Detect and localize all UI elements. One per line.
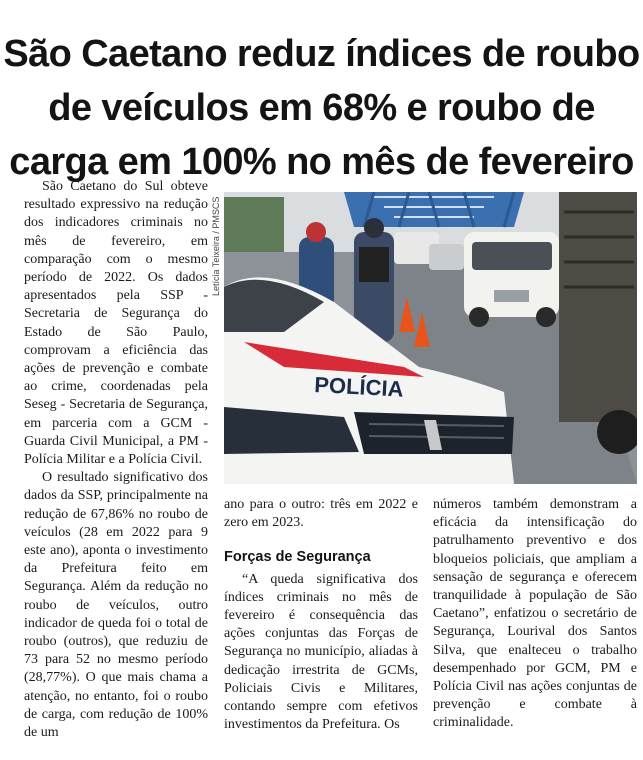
police-checkpoint-illustration — [224, 192, 637, 484]
headline-line-3: carga em 100% no mês de fevereiro — [9, 141, 634, 184]
article-paragraph-3-continued: números também demonstram a eficácia da intensificação do patrulhamento preventivo e dos bloqueios policiais, que ampliam a sensação de segurança e oferecem tranquilidade à população de São Caetano”, enfatizou o secretário de Segurança, Lourival dos Santos Silva, que enalteceu o trabalho desempenhado por GCM, PM e Polícia Civil nas ações conjuntas de prevenção e combate à criminalidade. — [433, 497, 637, 731]
article-column-3 — [433, 496, 637, 733]
headline — [0, 27, 643, 189]
news-photo — [224, 192, 637, 484]
headline-line-1: São Caetano reduz índices de roubo — [3, 33, 640, 76]
photo-credit: Letícia Teixeira / PMSCS — [211, 196, 221, 296]
section-subheading: Forças de Segurança — [224, 549, 371, 566]
article-column-2 — [224, 496, 418, 734]
article-paragraph-2: O resultado significativo dos dados da SSP, principalmente na redução de 67,86% no roubo de veículos (28 em 2022 para 9 este ano), aponta o investimento da Prefeitura feito em Segurança. Além da redução no roubo de veículos, outro indicador de queda foi o total de roubo (outros), que reduziu de 73 para 52 no mesmo período (28,77%). O que mais chama a atenção, no entanto, foi o roubo de carga, com redução de 100% de um — [24, 470, 208, 741]
article-paragraph-3: “A queda significativa dos índices criminais no mês de fevereiro é consequência das ações conjuntas das Forças de Segurança no município, aliadas à dedicação irrestrita de GCMs, Policiais Civis e Militares, contando sempre com efetivos investimentos da Prefeitura. Os — [224, 571, 418, 733]
article-column-1 — [24, 178, 208, 742]
police-car-lettering: POLÍCIA — [313, 372, 405, 402]
headline-line-2: de veículos em 68% e roubo de — [48, 87, 595, 130]
article-paragraph-2-continued: ano para o outro: três em 2022 e zero em 2023. — [224, 497, 418, 531]
article-paragraph-1: São Caetano do Sul obteve resultado expressivo na redução dos indicadores criminais no mês de fevereiro, em comparação com o mesmo período de 2022. Os dados apresentados pela SSP - Secretaria de Segurança do Estado de São Paulo, comprovam a eficiência das ações de prevenção e combate ao crime, coordenadas pela Seseg - Secretaria de Segurança, em parceria com a GCM - Guarda Civil Municipal, a PM - Polícia Militar e a Polícia Civil. — [24, 179, 208, 468]
